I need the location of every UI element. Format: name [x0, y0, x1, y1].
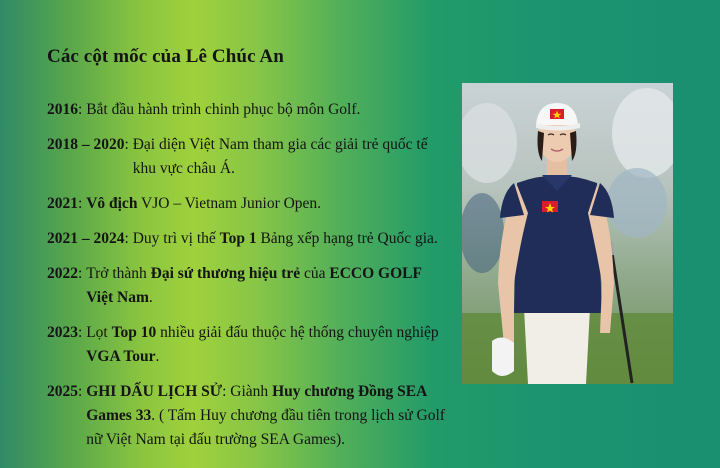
milestone-separator: : [78, 265, 87, 282]
milestone-text [86, 321, 447, 369]
text-part-bold: Đại sứ thương hiệu trẻ [150, 265, 301, 282]
text-part: Lọt [86, 324, 112, 341]
milestone-2022 [47, 262, 447, 310]
text-part: : Giành [222, 383, 273, 400]
text-part: . ( Tấm Huy chương đầu tiên trong lịch sử Golf nữ Việt Nam tại đấu trường SEA Games). [86, 407, 445, 448]
milestone-text [86, 192, 447, 216]
milestone-separator: : [78, 324, 87, 341]
text-part: Duy trì vị thế [132, 230, 220, 247]
text-part: Bảng xếp hạng trẻ Quốc gia. [256, 230, 438, 247]
milestone-separator: : [78, 383, 87, 400]
milestone-2025 [47, 380, 447, 452]
milestone-separator: : [124, 230, 133, 247]
milestone-text [86, 98, 447, 122]
golfer-photo [462, 83, 673, 384]
text-part: của [300, 265, 330, 282]
text-part-bold: VGA Tour [86, 348, 156, 365]
text-part: Đại diện Việt Nam tham gia các giải trẻ quốc tế khu vực châu Á. [132, 136, 428, 177]
milestone-text [133, 227, 447, 251]
text-part: nhiều giải đấu thuộc hệ thống chuyên nghiệp [156, 324, 439, 341]
text-part: . [155, 348, 160, 365]
milestone-text [86, 380, 447, 452]
milestone-list [47, 98, 447, 463]
text-part-bold: Huy chương Đồng SEA Games 33 [86, 383, 427, 424]
milestone-2018-2020 [47, 133, 447, 181]
milestone-text [133, 133, 447, 181]
milestone-year: 2023 [47, 324, 78, 341]
text-part-bold: Top 1 [219, 230, 257, 247]
milestone-2023 [47, 321, 447, 369]
milestone-2021-2024 [47, 227, 447, 251]
text-part: VJO – Vietnam Junior Open. [137, 195, 322, 212]
text-part: Trở thành [86, 265, 151, 282]
milestone-2016 [47, 98, 447, 122]
slide-title: Các cột mốc của Lê Chúc An [47, 46, 284, 67]
milestone-year: 2022 [47, 265, 78, 282]
milestone-separator: : [124, 136, 133, 153]
text-part: . [148, 289, 153, 306]
golfer-illustration [462, 83, 673, 384]
text-part-bold: Top 10 [111, 324, 157, 341]
milestone-2021 [47, 192, 447, 216]
text-part: Bắt đầu hành trình chinh phục bộ môn Golf. [86, 101, 361, 118]
milestone-year: 2018 – 2020 [47, 136, 125, 153]
milestone-year: 2025 [47, 383, 78, 400]
milestone-text [86, 262, 447, 310]
text-part-bold: Vô địch [86, 195, 138, 212]
text-part-bold: ECCO GOLF Việt Nam [86, 265, 422, 306]
text-part-bold: GHI DẤU LỊCH SỬ [86, 383, 223, 400]
milestone-year: 2021 – 2024 [47, 230, 125, 247]
milestone-separator: : [78, 101, 87, 118]
milestone-year: 2016 [47, 101, 78, 118]
milestone-year: 2021 [47, 195, 78, 212]
milestone-separator: : [78, 195, 87, 212]
